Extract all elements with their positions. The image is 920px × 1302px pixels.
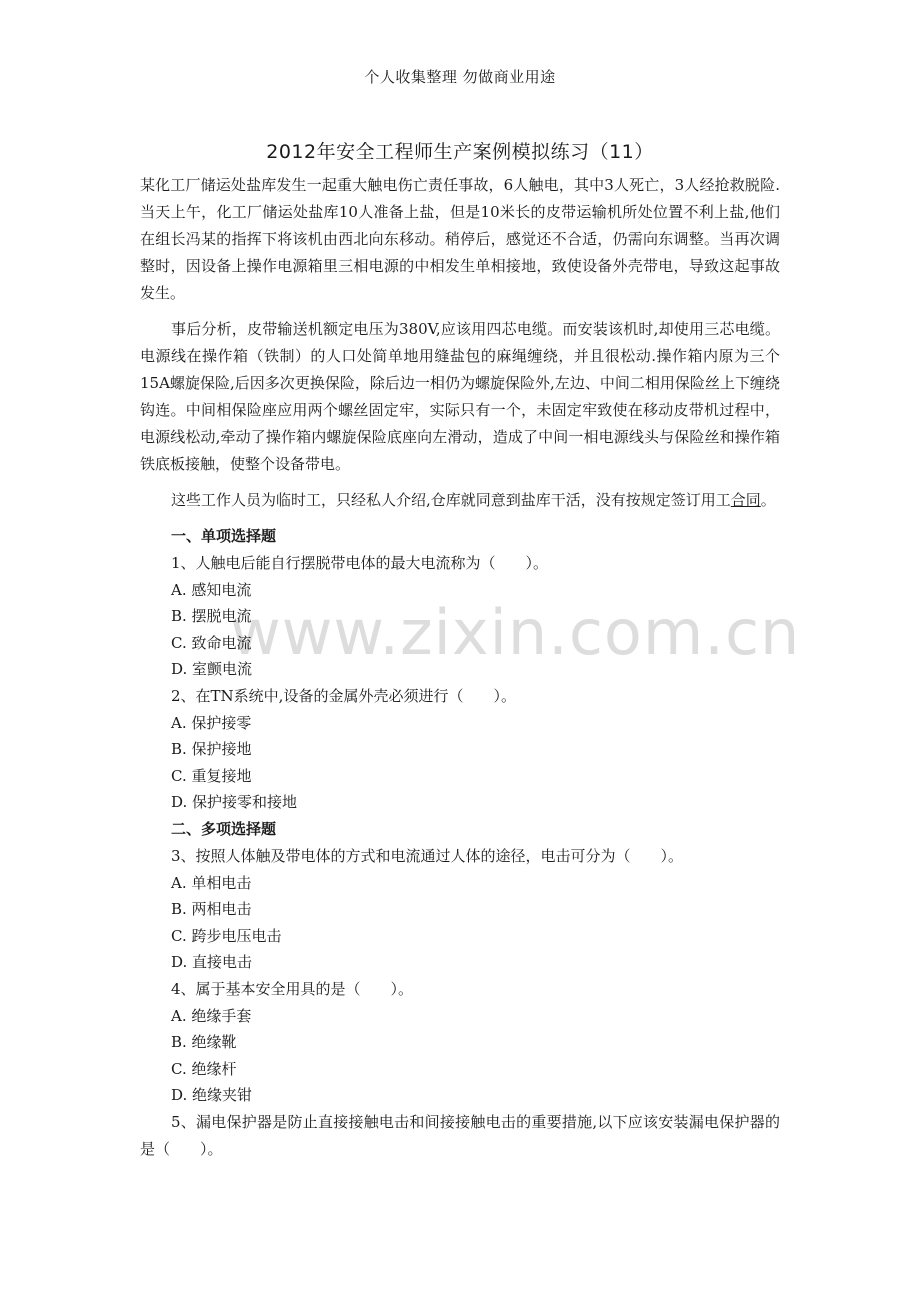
question-2-stem: 2、在TN系统中,设备的金属外壳必须进行（ ）。	[171, 686, 516, 705]
question-2-option-c: C. 重复接地	[171, 766, 252, 785]
question-1-option-a: A. 感知电流	[171, 580, 252, 599]
question-4-option-d: D. 绝缘夹钳	[171, 1086, 253, 1105]
question-5-stem: 5、漏电保护器是防止直接接触电击和间接接触电击的重要措施,以下应该安装漏电保护器的是（ ）。	[140, 1112, 780, 1158]
question-3-option-c: C. 跨步电压电击	[171, 926, 282, 945]
question-3-option-a: A. 单相电击	[171, 873, 252, 892]
question-3-stem: 3、按照人体触及带电体的方式和电流通过人体的途径，电击可分为（ ）。	[171, 846, 684, 865]
question-4-option-b: B. 绝缘靴	[171, 1033, 237, 1052]
page-title: 2012年安全工程师生产案例模拟练习（11）	[266, 140, 654, 163]
case-paragraph-3	[140, 487, 780, 514]
header-note: 个人收集整理 勿做商业用途	[364, 68, 556, 86]
question-1-option-b: B. 摆脱电流	[171, 607, 252, 626]
question-1-stem: 1、人触电后能自行摆脱带电体的最大电流称为（ ）。	[171, 554, 549, 572]
question-1-option-d: D. 室颤电流	[171, 660, 253, 679]
case-paragraph-3-text: 这些工作人员为临时工，只经私人介绍,仓库就同意到盐库干活，没有按规定签订用工	[171, 491, 731, 509]
document-body	[140, 172, 780, 1163]
question-1-option-c: C. 致命电流	[171, 633, 252, 652]
section-heading-multi-choice: 二、多项选择题	[171, 819, 277, 838]
contract-word: 合同	[730, 491, 761, 509]
case-paragraph-2: 事后分析，皮带输送机额定电压为380V,应该用四芯电缆。而安装该机时,却使用三芯电缆。电源线在操作箱（铁制）的人口处简单地用缝盐包的麻绳缠绕，并且很松动.操作箱内原为三个15A螺旋保险,后因多次更换保险，除后边一相仍为螺旋保险外,左边、中间二相用保险丝上下缠绕钩连。中间相保险座应用两个螺丝固定牢，实际只有一个，未固定牢致使在移动皮带机过程中，电源线松动,牵动了操作箱内螺旋保险底座向左滑动，造成了中间一相电源线头与保险丝和操作箱铁底板接触，使整个设备带电。	[140, 320, 780, 473]
case-paragraph-1: 某化工厂储运处盐库发生一起重大触电伤亡责任事故，6人触电，其中3人死亡，3人经抢救脱险.当天上午，化工厂储运处盐库10人准备上盐，但是10米长的皮带运输机所处位置不利上盐,他们在组长冯某的指挥下将该机由西北向东移动。稍停后，感觉还不合适，仍需向东调整。当再次调整时，因设备上操作电源箱里三相电源的中相发生单相接地，致使设备外壳带电，导致这起事故发生。	[140, 176, 780, 302]
question-4-option-a: A. 绝缘手套	[171, 1006, 252, 1025]
question-2-option-a: A. 保护接零	[171, 713, 252, 732]
question-3-option-d: D. 直接电击	[171, 953, 253, 972]
question-3-option-b: B. 两相电击	[171, 900, 252, 919]
question-2-option-b: B. 保护接地	[171, 740, 252, 759]
section-heading-single-choice: 一、单项选择题	[171, 527, 277, 545]
question-4-stem: 4、属于基本安全用具的是（ ）。	[171, 979, 414, 998]
case-paragraph-3-end: 。	[760, 491, 776, 509]
question-2-option-d: D. 保护接零和接地	[171, 793, 298, 812]
question-4-option-c: C. 绝缘杆	[171, 1059, 237, 1078]
watermark: www.zixin.com.cn	[230, 596, 801, 669]
